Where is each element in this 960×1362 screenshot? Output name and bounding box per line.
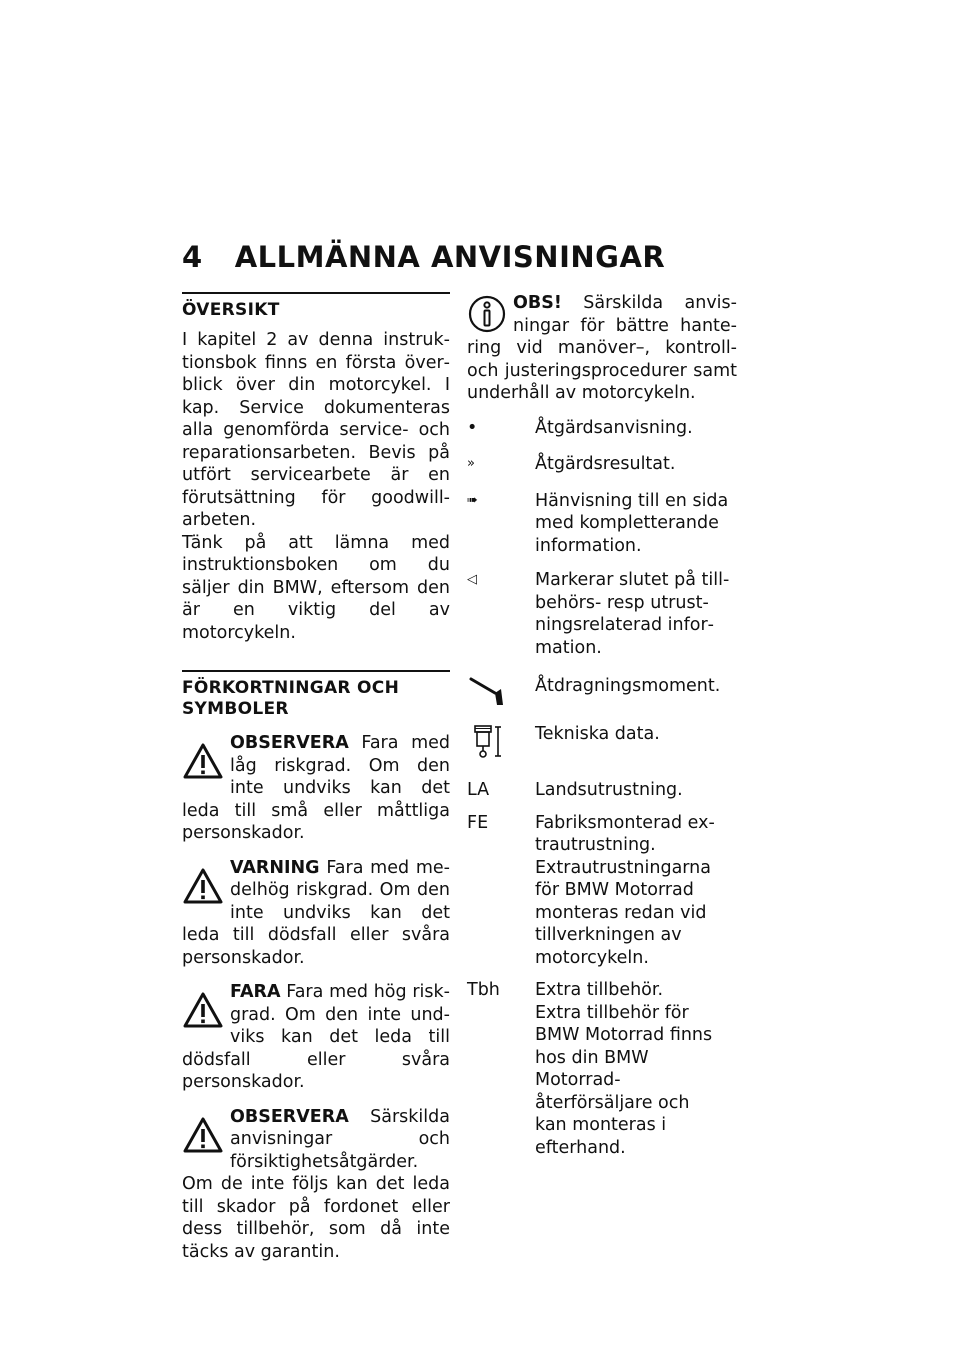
- symbol-row-end-marker: [467, 569, 737, 659]
- right-column: [467, 292, 737, 1159]
- symbol-description: Åtgärdsresultat.: [535, 454, 676, 474]
- chapter-heading: ALLMÄNNA ANVISNINGAR: [234, 240, 666, 274]
- notice-text: Särskilda anvisningar och försiktighetsåtgärder. Om de inte följs kan det leda till skador på fordonet eller dess tillbehör, som då inte täcks av garantin.: [182, 1106, 450, 1262]
- obs-text: Särskilda anvisningar för bättre hantering vid manöver–, kontroll- och justeringsprocedurer samt underhåll av motorcykeln.: [467, 293, 737, 403]
- left-column: [182, 292, 450, 1263]
- symbol-description: Hänvisning till en sida med kompletterande information.: [535, 490, 729, 556]
- info-icon: [467, 294, 507, 334]
- symbol-description: Markerar slutet på tillbehörs- resp utrustningsrelaterad information.: [535, 570, 730, 658]
- result-symbol: »: [467, 456, 475, 471]
- overview-paragraph-2: Tänk på att lämna med instruktionsboken om du säljer din BMW, eftersom den är en viktig del av motorcykeln.: [182, 532, 450, 643]
- notice-danger: [182, 981, 450, 1094]
- notice-text: Fara med hög riskgrad. Om den inte undviks kan det leda till dödsfall eller svåra personskador.: [182, 982, 450, 1092]
- symbol-row-reference: [467, 490, 737, 558]
- notice-label: OBSERVERA: [230, 733, 349, 753]
- obs-label: OBS!: [513, 293, 562, 313]
- technical-data-icon: [467, 723, 507, 759]
- abbrev-fe: FE: [467, 812, 489, 833]
- notice-label: OBSERVERA: [230, 1106, 349, 1127]
- symbol-detail: Extrautrustningarna för BMW Motorrad monteras redan vid tillverkningen av motorcykeln.: [535, 857, 711, 968]
- notice-warning: [182, 857, 450, 970]
- symbol-description: Fabriksmonterad extrautrustning.: [535, 812, 715, 855]
- reference-arrow-symbol: ➠: [467, 492, 478, 508]
- notice-caution-damage: [182, 1106, 450, 1264]
- notice-text: Fara med låg riskgrad. Om den inte undviks kan det leda till små eller måttliga personskador.: [182, 733, 450, 843]
- symbol-detail: Extra tillbehör för BMW Motorrad finns hos din BMW Motorrad-återförsäljare och kan monteras i efterhand.: [535, 1002, 713, 1158]
- chapter-number: 4: [182, 240, 203, 274]
- bullet-symbol: •: [467, 417, 478, 438]
- abbreviations-heading: FÖRKORTNINGAR OCH SYMBOLER: [182, 670, 450, 720]
- symbol-description: Extra tillbehör.: [535, 980, 664, 1000]
- torque-wrench-icon: [467, 675, 507, 707]
- symbol-row-fe: [467, 812, 737, 970]
- notice-text: Fara med medelhög riskgrad. Om den inte undviks kan det leda till dödsfall eller svåra personskador.: [182, 857, 450, 968]
- symbol-row-technical-data: [467, 723, 737, 759]
- notice-label: VARNING: [230, 857, 320, 878]
- symbol-row-tbh: [467, 979, 737, 1159]
- symbol-description: Landsutrustning.: [535, 780, 683, 800]
- warning-triangle-icon: [182, 1116, 224, 1154]
- warning-triangle-icon: [182, 991, 224, 1029]
- symbol-row-action: [467, 417, 737, 440]
- notice-caution: [182, 732, 450, 845]
- symbol-description: Tekniska data.: [535, 724, 660, 744]
- overview-paragraph-1: I kapitel 2 av denna instruktionsbok finns en första överblick över din motorcykel. I kap. Service dokumenteras alla genomförda service- och reparationsarbeten. Bevis på utfört servicearbete är en förutsättning för goodwill-arbeten.: [182, 330, 450, 530]
- abbrev-tbh: Tbh: [467, 980, 500, 1000]
- symbol-description: Åtgärdsanvisning.: [535, 417, 693, 438]
- warning-triangle-icon: [182, 867, 224, 905]
- notice-label: FARA: [230, 982, 281, 1002]
- symbol-row-result: [467, 453, 737, 476]
- symbol-row-torque: [467, 675, 737, 707]
- chapter-title: [182, 240, 665, 274]
- end-marker-symbol: ◁: [467, 572, 477, 587]
- symbol-description: Åtdragningsmoment.: [535, 676, 721, 696]
- abbrev-la: LA: [467, 780, 490, 800]
- warning-triangle-icon: [182, 742, 224, 780]
- overview-heading: ÖVERSIKT: [182, 292, 450, 321]
- notice-obs: [467, 292, 737, 405]
- symbol-row-la: [467, 779, 737, 802]
